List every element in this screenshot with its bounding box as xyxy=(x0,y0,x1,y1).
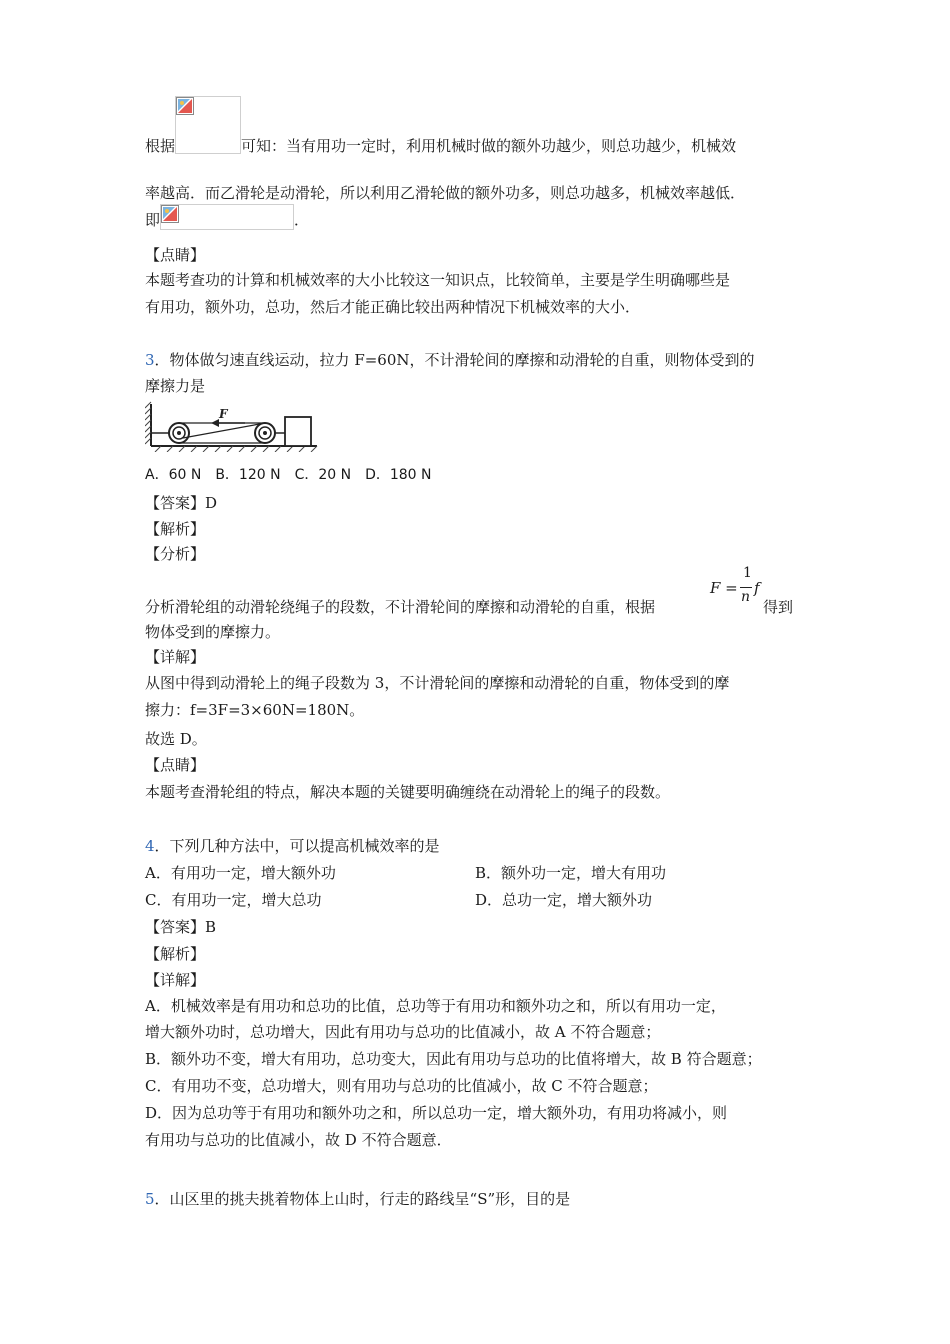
text: ．下列几种方法中，可以提高机械效率的是 xyxy=(154,837,440,855)
answer-label: 【答案】B xyxy=(145,918,217,936)
text-line: A．机械效率是有用功和总功的比值，总功等于有用功和额外功之和，所以有用功一定， xyxy=(145,997,726,1015)
formula-lhs: F = xyxy=(710,579,738,597)
question-stem xyxy=(145,350,755,370)
section-label: 【解析】 xyxy=(145,520,206,538)
broken-image-formula xyxy=(160,204,294,230)
section-label: 【详解】 xyxy=(145,648,206,666)
text-line: 本题考查滑轮组的特点，解决本题的关键要明确缠绕在动滑轮上的绳子的段数。 xyxy=(145,783,671,801)
text-line: 得到 xyxy=(763,598,794,616)
broken-image-formula xyxy=(175,96,241,154)
section-label: 【解析】 xyxy=(145,945,206,963)
option-b: B．额外功一定，增大有用功 xyxy=(475,864,667,882)
pulley-diagram xyxy=(145,400,320,452)
text-line: 故选 D。 xyxy=(145,730,207,748)
formula-numerator: 1 xyxy=(743,565,752,581)
text-line: 增大额外功时，总功增大，因此有用功与总功的比值减小，故 A 不符合题意； xyxy=(145,1023,661,1041)
text: 根据 xyxy=(145,137,176,155)
text-line: C．有用功不变，总功增大，则有用功与总功的比值减小，故 C 不符合题意； xyxy=(145,1077,658,1095)
text-line: 分析滑轮组的动滑轮绕绳子的段数，不计滑轮间的摩擦和动滑轮的自重，根据 xyxy=(145,598,656,616)
text-line: 摩擦力是 xyxy=(145,377,206,395)
text-line: 擦力：f=3F=3×60N=180N。 xyxy=(145,701,365,719)
answer-label xyxy=(145,493,217,513)
text-line: 物体受到的摩擦力。 xyxy=(145,623,281,641)
option-d: D．总功一定，增大额外功 xyxy=(475,891,653,909)
formula-denominator: n xyxy=(741,589,751,605)
section-label: 【分析】 xyxy=(145,545,206,563)
question-stem xyxy=(145,836,440,856)
text-line: 率越高．而乙滑轮是动滑轮，所以利用乙滑轮做的额外功多，则总功越多，机械效率越低． xyxy=(145,184,746,202)
text: ．物体做匀速直线运动，拉力 F=60N，不计滑轮间的摩擦和动滑轮的自重，则物体受到的 xyxy=(154,351,755,369)
section-label: 【详解】 xyxy=(145,971,206,989)
text-line: 有用功，额外功，总功，然后才能正确比较出两种情况下机械效率的大小． xyxy=(145,298,641,316)
formula xyxy=(710,565,770,611)
question-options: A．60 N B．120 N C．20 N D．180 N xyxy=(145,467,432,483)
answer: 【答案】D xyxy=(145,494,218,512)
force-label: F xyxy=(219,407,228,421)
option-row xyxy=(145,863,336,883)
broken-image-icon xyxy=(176,97,194,115)
text-line: 从图中得到动滑轮上的绳子段数为 3，不计滑轮间的摩擦和动滑轮的自重，物体受到的摩 xyxy=(145,674,730,692)
option-a: A．有用功一定，增大额外功 xyxy=(145,864,336,882)
question-number: 3 xyxy=(145,351,155,369)
question-stem xyxy=(145,1189,570,1209)
question-number: 4 xyxy=(145,837,155,855)
option-c: C．有用功一定，增大总功 xyxy=(145,891,322,909)
section-label: 【点睛】 xyxy=(145,756,206,774)
text-line: 本题考查功的计算和机械效率的大小比较这一知识点，比较简单，主要是学生明确哪些是 xyxy=(145,271,731,289)
text: 可知：当有用功一定时，利用机械时做的额外功越少，则总功越少，机械效 xyxy=(241,137,737,155)
text-line xyxy=(145,136,736,156)
formula-rhs: f xyxy=(754,579,760,597)
text-line: B．额外功不变，增大有用功，总功变大，因此有用功与总功的比值将增大，故 B 符合题意； xyxy=(145,1050,762,1068)
text-line: 有用功与总功的比值减小，故 D 不符合题意． xyxy=(145,1131,452,1149)
text-line xyxy=(145,210,309,230)
text: ．山区里的挑夫挑着物体上山时，行走的路线呈“S”形，目的是 xyxy=(154,1190,571,1208)
broken-image-icon xyxy=(161,205,179,223)
section-label: 【点睛】 xyxy=(145,246,206,264)
text: 即 xyxy=(145,211,161,229)
text: ． xyxy=(294,211,310,229)
text-line: D．因为总功等于有用功和额外功之和，所以总功一定，增大额外功，有用功将减小，则 xyxy=(145,1104,728,1122)
question-number: 5 xyxy=(145,1190,155,1208)
